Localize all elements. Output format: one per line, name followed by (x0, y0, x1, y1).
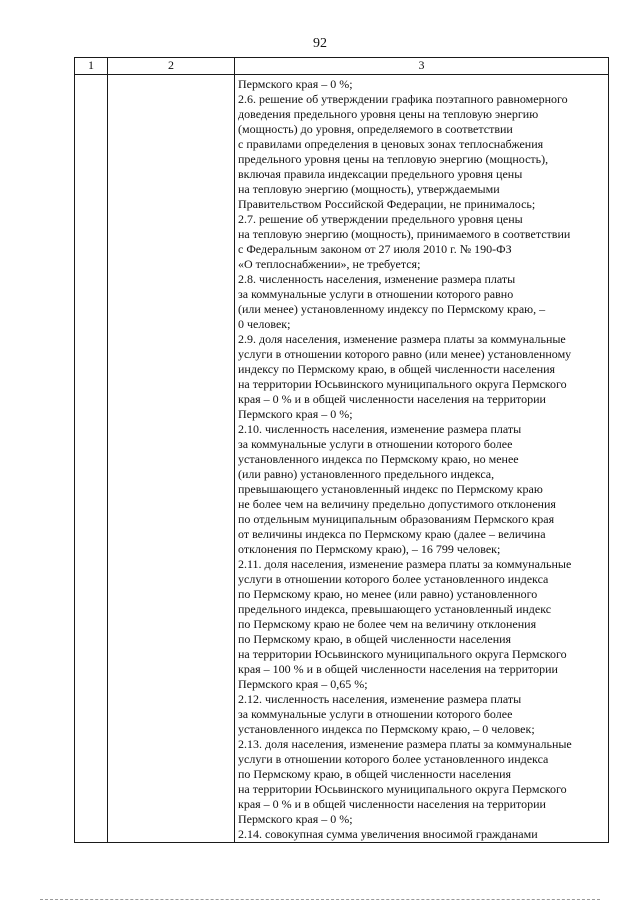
text-line: 2.6. решение об утверждении графика поэтапного равномерного (238, 92, 568, 106)
text-line: индексу по Пермскому краю, в общей численности населения (238, 362, 556, 376)
text-line: за коммунальные услуги в отношении которого более (238, 437, 513, 451)
text-line: услуги в отношении которого равно (или менее) установленному (238, 347, 572, 361)
page-bottom-rule (40, 899, 600, 900)
text-line: 2.11. доля населения, изменение размера платы за коммунальные (238, 557, 572, 571)
text-line: по Пермскому краю не более чем на величину отклонения (238, 617, 537, 631)
text-line: 2.10. численность населения, изменение размера платы (238, 422, 522, 436)
text-line: по отдельным муниципальным образованиям Пермского края (238, 512, 555, 526)
text-line: услуги в отношении которого более установленного индекса (238, 752, 549, 766)
text-line: 2.7. решение об утверждении предельного уровня цены (238, 212, 523, 226)
text-line: по Пермскому краю, но менее (или равно) установленного (238, 587, 538, 601)
column-header-1: 1 (75, 58, 108, 75)
text-line: на территории Юсьвинского муниципального округа Пермского (238, 377, 567, 391)
column-3-cell (235, 75, 609, 843)
text-line: 2.13. доля населения, изменение размера платы за коммунальные (238, 737, 572, 751)
text-line: 2.14. совокупная сумма увеличения вносимой гражданами (238, 827, 538, 841)
text-line: предельного индекса, превышающего установленный индекс (238, 602, 552, 616)
text-line: установленного индекса по Пермскому краю, но менее (238, 452, 519, 466)
text-line: от величины индекса по Пермскому краю (далее – величина (238, 527, 546, 541)
text-line: услуги в отношении которого более установленного индекса (238, 572, 549, 586)
text-line: за коммунальные услуги в отношении которого более (238, 707, 513, 721)
text-line: включая правила индексации предельного уровня цены (238, 167, 523, 181)
column-3-text (235, 75, 608, 842)
text-line: доведения предельного уровня цены на тепловую энергию (238, 107, 539, 121)
text-line: Правительством Российской Федерации, не принималось; (238, 197, 536, 211)
text-line: Пермского края – 0,65 %; (238, 677, 368, 691)
text-line: по Пермскому краю, в общей численности населения (238, 767, 512, 781)
table-row (75, 75, 609, 843)
page-number: 92 (313, 36, 327, 51)
text-line: (или равно) установленного предельного индекса, (238, 467, 495, 481)
text-line: «О теплоснабжении», не требуется; (238, 257, 421, 271)
text-line: не более чем на величину предельно допустимого отклонения (238, 497, 556, 511)
column-header-2: 2 (108, 58, 235, 75)
text-line: предельного уровня цены на тепловую энергию (мощность), (238, 152, 549, 166)
column-1-cell (75, 75, 108, 843)
text-line: (или менее) установленному индексу по Пермскому краю, – (238, 302, 546, 316)
text-line: 2.8. численность населения, изменение размера платы (238, 272, 516, 286)
text-line: 2.9. доля населения, изменение размера платы за коммунальные (238, 332, 566, 346)
text-line: за коммунальные услуги в отношении которого равно (238, 287, 514, 301)
text-line: на территории Юсьвинского муниципального округа Пермского (238, 647, 567, 661)
text-line: отклонения по Пермскому краю), – 16 799 человек; (238, 542, 501, 556)
text-line: 2.12. численность населения, изменение размера платы (238, 692, 522, 706)
text-line: Пермского края – 0 %; (238, 77, 353, 91)
column-2-cell (108, 75, 235, 843)
document-table (74, 57, 609, 843)
text-line: на тепловую энергию (мощность), принимаемого в соответствии (238, 227, 571, 241)
text-line: Пермского края – 0 %; (238, 812, 353, 826)
text-line: края – 0 % и в общей численности населения на территории (238, 392, 546, 406)
text-line: края – 100 % и в общей численности населения на территории (238, 662, 558, 676)
text-line: по Пермскому краю, в общей численности населения (238, 632, 512, 646)
text-line: края – 0 % и в общей численности населения на территории (238, 797, 546, 811)
text-line: на тепловую энергию (мощность), утверждаемыми (238, 182, 500, 196)
text-line: превышающего установленный индекс по Пермскому краю (238, 482, 543, 496)
text-line: с правилами определения в ценовых зонах теплоснабжения (238, 137, 544, 151)
text-line: на территории Юсьвинского муниципального округа Пермского (238, 782, 567, 796)
table-header-row (75, 58, 609, 75)
column-header-3: 3 (235, 58, 609, 75)
text-line: (мощность) до уровня, определяемого в соответствии (238, 122, 513, 136)
text-line: с Федеральным законом от 27 июля 2010 г. № 190-ФЗ (238, 242, 512, 256)
text-line: установленного индекса по Пермскому краю, – 0 человек; (238, 722, 535, 736)
text-line: 0 человек; (238, 317, 291, 331)
text-line: Пермского края – 0 %; (238, 407, 353, 421)
